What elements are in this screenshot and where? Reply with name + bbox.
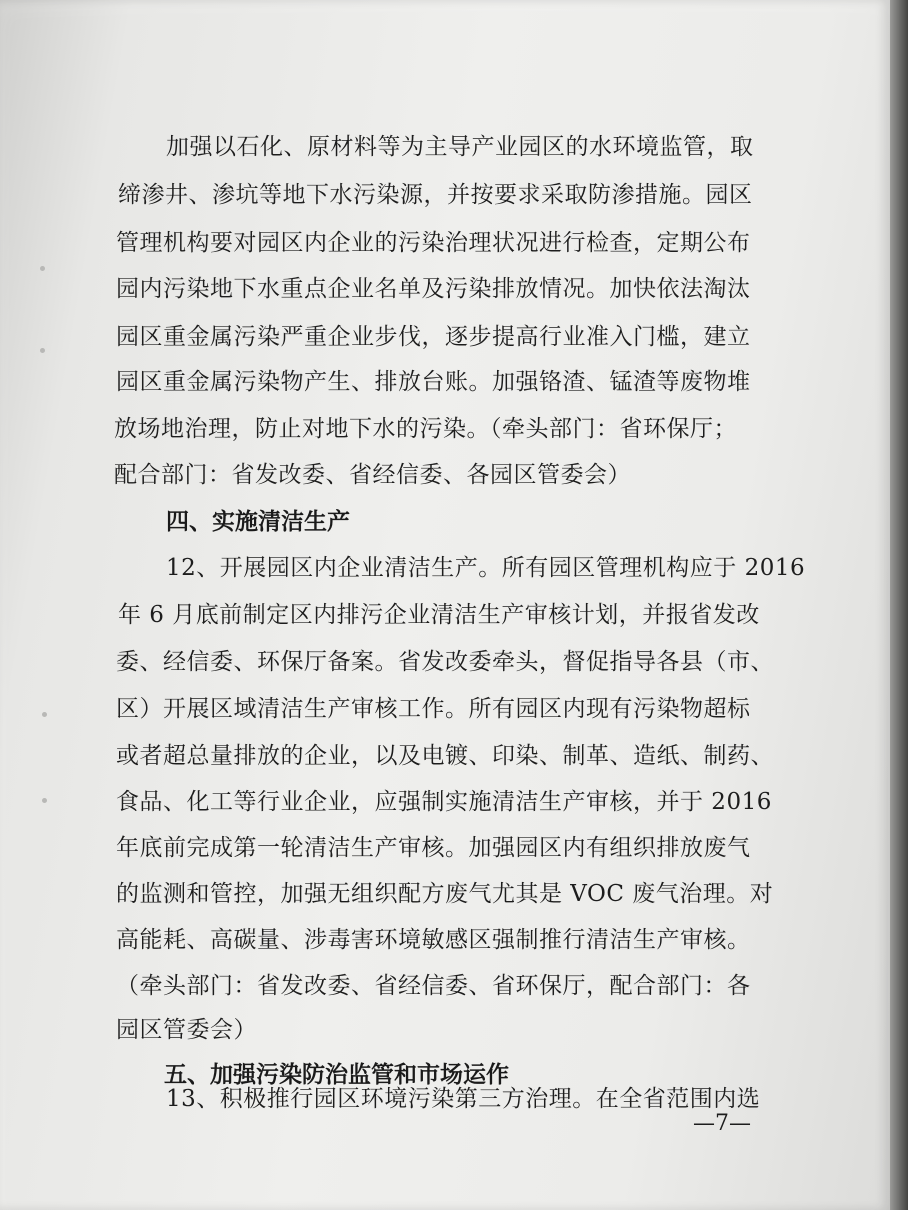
paragraph-line: 13、积极推行园区环境污染第三方治理。在全省范围内选 xyxy=(166,1086,761,1112)
paragraph-line: 加强以石化、原材料等为主导产业园区的水环境监管，取 xyxy=(166,134,754,160)
page-number: —7— xyxy=(693,1111,751,1136)
paragraph-line: 园内污染地下水重点企业名单及污染排放情况。加快依法淘汰 xyxy=(116,276,751,302)
paragraph-line: 区）开展区域清洁生产审核工作。所有园区内现有污染物超标 xyxy=(116,696,751,722)
paragraph-line: 缔渗井、渗坑等地下水污染源，并按要求采取防渗措施。园区 xyxy=(118,182,753,208)
section-heading-5: 五、加强污染防治监管和市场运作 xyxy=(164,1062,509,1088)
paragraph-line: 园区管委会） xyxy=(116,1017,257,1043)
paragraph-line: 的监测和管控，加强无组织配方废气尤其是 VOC 废气治理。对 xyxy=(116,881,774,907)
punch-mark xyxy=(42,712,47,717)
punch-mark xyxy=(42,798,47,803)
paragraph-line: 管理机构要对园区内企业的污染治理状况进行检查，定期公布 xyxy=(116,230,751,256)
punch-mark xyxy=(40,348,45,353)
section-heading-4: 四、实施清洁生产 xyxy=(166,509,350,535)
punch-mark xyxy=(40,266,45,271)
paragraph-line: 园区重金属污染严重企业步伐，逐步提高行业准入门槛，建立 xyxy=(116,324,751,350)
paragraph-line: （牵头部门：省发改委、省经信委、省环保厅，配合部门：各 xyxy=(116,973,751,999)
paragraph-line: 年 6 月底前制定区内排污企业清洁生产审核计划，并报省发改 xyxy=(118,602,760,628)
paragraph-line: 年底前完成第一轮清洁生产审核。加强园区内有组织排放废气 xyxy=(116,835,751,861)
paragraph-line: 园区重金属污染物产生、排放台账。加强铬渣、锰渣等废物堆 xyxy=(116,369,751,395)
paragraph-line: 配合部门：省发改委、省经信委、各园区管委会） xyxy=(114,462,631,488)
paragraph-line: 12、开展园区内企业清洁生产。所有园区管理机构应于 2016 xyxy=(166,555,806,581)
paragraph-line: 委、经信委、环保厅备案。省发改委牵头，督促指导各县（市、 xyxy=(116,649,774,675)
paragraph-line: 放场地治理，防止对地下水的污染。（牵头部门：省环保厅； xyxy=(114,416,737,442)
page-edge-shadow xyxy=(890,0,908,1210)
paragraph-line: 高能耗、高碳量、涉毒害环境敏感区强制推行清洁生产审核。 xyxy=(116,927,751,953)
paragraph-line: 食品、化工等行业企业，应强制实施清洁生产审核，并于 2016 xyxy=(116,789,772,815)
paragraph-line: 或者超总量排放的企业，以及电镀、印染、制革、造纸、制药、 xyxy=(116,743,774,769)
